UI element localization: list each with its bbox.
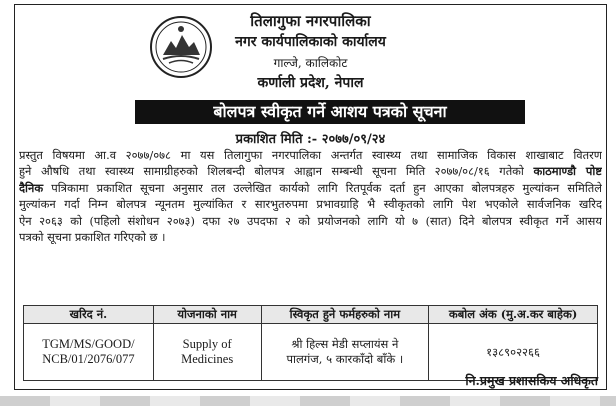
procurement-no-line-2: NCB/01/2076/077 [42,352,135,366]
col-procurement-no: खरिद नं. [24,306,154,324]
body-line-3-text: पत्रिकामा प्रकाशित सूचना अनुसार तल उल्लेखित कार्यको लागि रितपूर्वक दर्ता हुन आएका बोलपत्रहरु मुल्यांकन समितिले [43,180,602,195]
province-country: कर्णाली प्रदेश, नेपाल [257,75,364,91]
office-name: नगर कार्यपालिकाको कार्यालय [235,34,386,50]
page-bottom-strip [0,396,616,406]
body-line-3 [19,180,602,196]
firm-name-cell [261,324,429,381]
public-notice [14,4,607,390]
bid-amount-cell: १३८९०२२६६ [429,324,598,381]
col-bid-amount: कबोल अंक (मु.अ.कर बाहेक) [429,306,598,324]
body-line-5: ऐन २०६३ को (पहिलो संशोधन २०७३) दफा २७ उपदफा २ को प्रयोजनको लागि यो ७ (सात) दिने बोलपत्र स्वीकृत गर्ने आसय [19,213,602,228]
procurement-no-cell [24,324,154,381]
approval-table [23,305,598,381]
body-line-4: मुल्यांकन गर्दा निम्न बोलपत्र न्यूनतम मुल्यांकित र सारभुतरुपमा प्रभावग्राहि भै स्वीकृतको लागि पेश भएकोले सार्वजनिक खरिद [19,197,602,212]
newspaper-daily: दैनिक [19,180,44,195]
signer-designation: नि.प्रमुख प्रशासकिय अधिकृत [465,373,598,388]
office-address: गाल्जे, कालिकोट [273,56,348,70]
newspaper-name: काठमाण्डौ पोष्ट [533,164,602,179]
published-date: प्रकाशित मिति :- २०७७/०९/२४ [235,132,386,147]
municipality-name: तिलागुफा नगरपालिका [250,12,371,30]
body-line-2-text: हुने औषधि तथा स्वास्थ्य सामाग्रीहरुको शिलबन्दी बोलपत्र आह्वान सम्बन्धी सूचना मिति २०७७/०८/१६ गतेको [19,164,534,179]
body-line-2 [19,163,602,179]
notice-title: बोलपत्र स्वीकृत गर्ने आशय पत्रको सूचना [135,100,525,124]
notice-body [19,147,602,245]
body-line-6: पत्रको सूचना प्रकाशित गरिएको छ । [19,230,166,245]
col-firm-name: स्विकृत हुने फर्महरुको नाम [261,306,429,324]
plan-name-line-1: Supply of [182,337,232,351]
table-header-row [24,306,598,324]
firm-name-line-2: पालगंज, ५ कारकाँदो बाँके । [286,352,404,366]
col-plan-name: योजनाको नाम [153,306,261,324]
plan-name-cell [153,324,261,381]
body-line-1: प्रस्तुत विषयमा आ.व २०७७/०७८ मा यस तिलागुफा नगरपालिका अन्तर्गत स्वास्थ्य तथा सामाजिक विकास शाखाबाट वितरण [19,148,602,162]
firm-name-line-1: श्री हिल्स मेडी सप्लायंस ने [291,337,399,351]
plan-name-line-2: Medicines [181,352,234,366]
procurement-no-line-1: TGM/MS/GOOD/ [42,337,135,351]
